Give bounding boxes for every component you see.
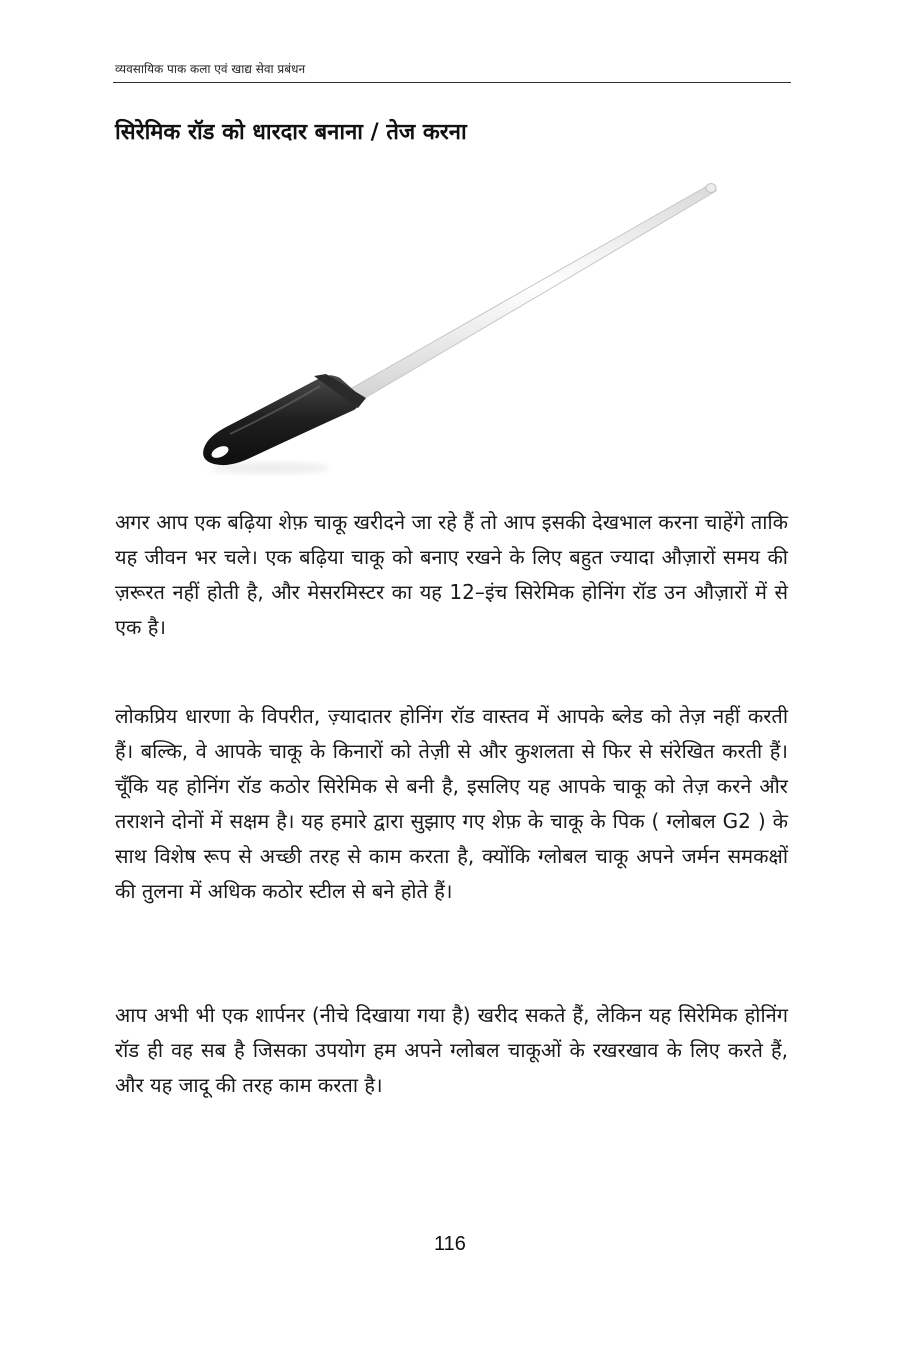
paragraph-sharpener-note: आप अभी भी एक शार्पनर (नीचे दिखाया गया है) खरीद सकते हैं, लेकिन यह सिरेमिक होनिंग रॉड ही वह सब है जिसका उपयोग हम अपने ग्लोबल चाकूओं के रखरखाव के लिए करते हैं, और यह जादू की तरह काम करता है। xyxy=(115,1003,788,1097)
section-title: सिरेमिक रॉड को धारदार बनाना / तेज करना xyxy=(115,120,467,145)
page-number: 116 xyxy=(434,1233,466,1255)
paragraph-honing-explanation: लोकप्रिय धारणा के विपरीत, ज़्यादातर होनिंग रॉड वास्तव में आपके ब्लेड को तेज़ नहीं करती हैं। बल्कि, वे आपके चाकू के किनारों को तेज़ी से और कुशलता से फिर से संरेखित करती हैं। चूँकि यह होनिंग रॉड कठोर सिरेमिक से बनी है, इसलिए यह आपके चाकू को तेज़ करने और तराशने दोनों में सक्षम है। यह हमारे द्वारा सुझाए गए शेफ़ के चाकू के पिक ( ग्लोबल G2 ) के साथ विशेष रूप से अच्छी तरह से काम करता है, क्योंकि ग्लोबल चाकू अपने जर्मन समकक्षों की तुलना में अधिक कठोर स्टील से बने होते हैं। xyxy=(115,704,788,903)
running-head: व्यवसायिक पाक कला एवं खाद्य सेवा प्रबंधन xyxy=(115,62,306,76)
ceramic-rod xyxy=(338,184,716,409)
paragraph-intro: अगर आप एक बढ़िया शेफ़ चाकू खरीदने जा रहे हैं तो आप इसकी देखभाल करना चाहेंगे ताकि यह जीवन भर चले। एक बढ़िया चाकू को बनाए रखने के लिए बहुत ज्यादा औज़ारों समय की ज़रूरत नहीं होती है, और मेसरमिस्टर का यह 12–इंच सिरेमिक होनिंग रॉड उन औज़ारों में से एक है। xyxy=(115,510,788,639)
ceramic-honing-rod-image xyxy=(190,172,730,482)
rod-handle xyxy=(203,374,366,465)
header-rule xyxy=(113,82,791,83)
